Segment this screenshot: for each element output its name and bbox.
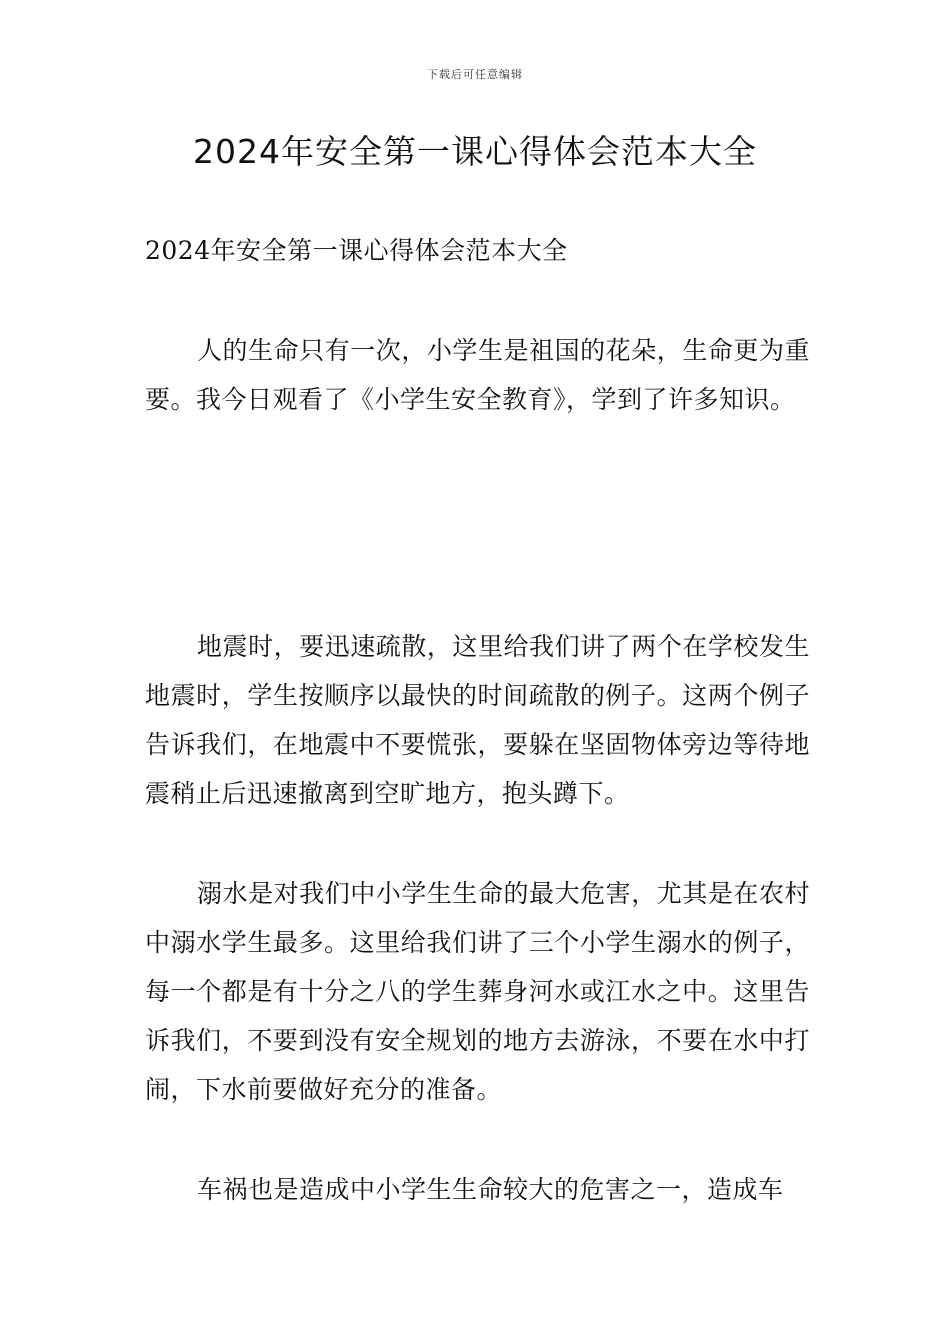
header-note: 下载后可任意编辑 [427,68,523,81]
paragraph-block-1 [145,326,810,424]
paragraph-2: 地震时，要迅速疏散，这里给我们讲了两个在学校发生地震时，学生按顺序以最快的时间疏散的例子。这两个例子告诉我们，在地震中不要慌张，要躲在坚固物体旁边等待地震稍止后迅速撤离到空旷地方，抱头蹲下。 [145,632,810,808]
paragraph-3: 溺水是对我们中小学生生命的最大危害，尤其是在农村中溺水学生最多。这里给我们讲了三个小学生溺水的例子，每一个都是有十分之八的学生葬身河水或江水之中。这里告诉我们，不要到没有安全规划的地方去游泳，不要在水中打闹，下水前要做好充分的准备。 [145,879,810,1104]
subtitle-block [145,226,810,275]
subtitle: 2024年安全第一课心得体会范本大全 [145,236,568,265]
paragraph-1: 人的生命只有一次，小学生是祖国的花朵，生命更为重要。我今日观看了《小学生安全教育》，学到了许多知识。 [145,336,810,414]
document-title: 2024年安全第一课心得体会范本大全 [193,132,757,171]
paragraph-block-2 [145,622,810,818]
paragraph-block-3 [145,869,810,1114]
paragraph-block-4 [145,1165,810,1214]
paragraph-4: 车祸也是造成中小学生生命较大的危害之一，造成车 [197,1175,784,1204]
